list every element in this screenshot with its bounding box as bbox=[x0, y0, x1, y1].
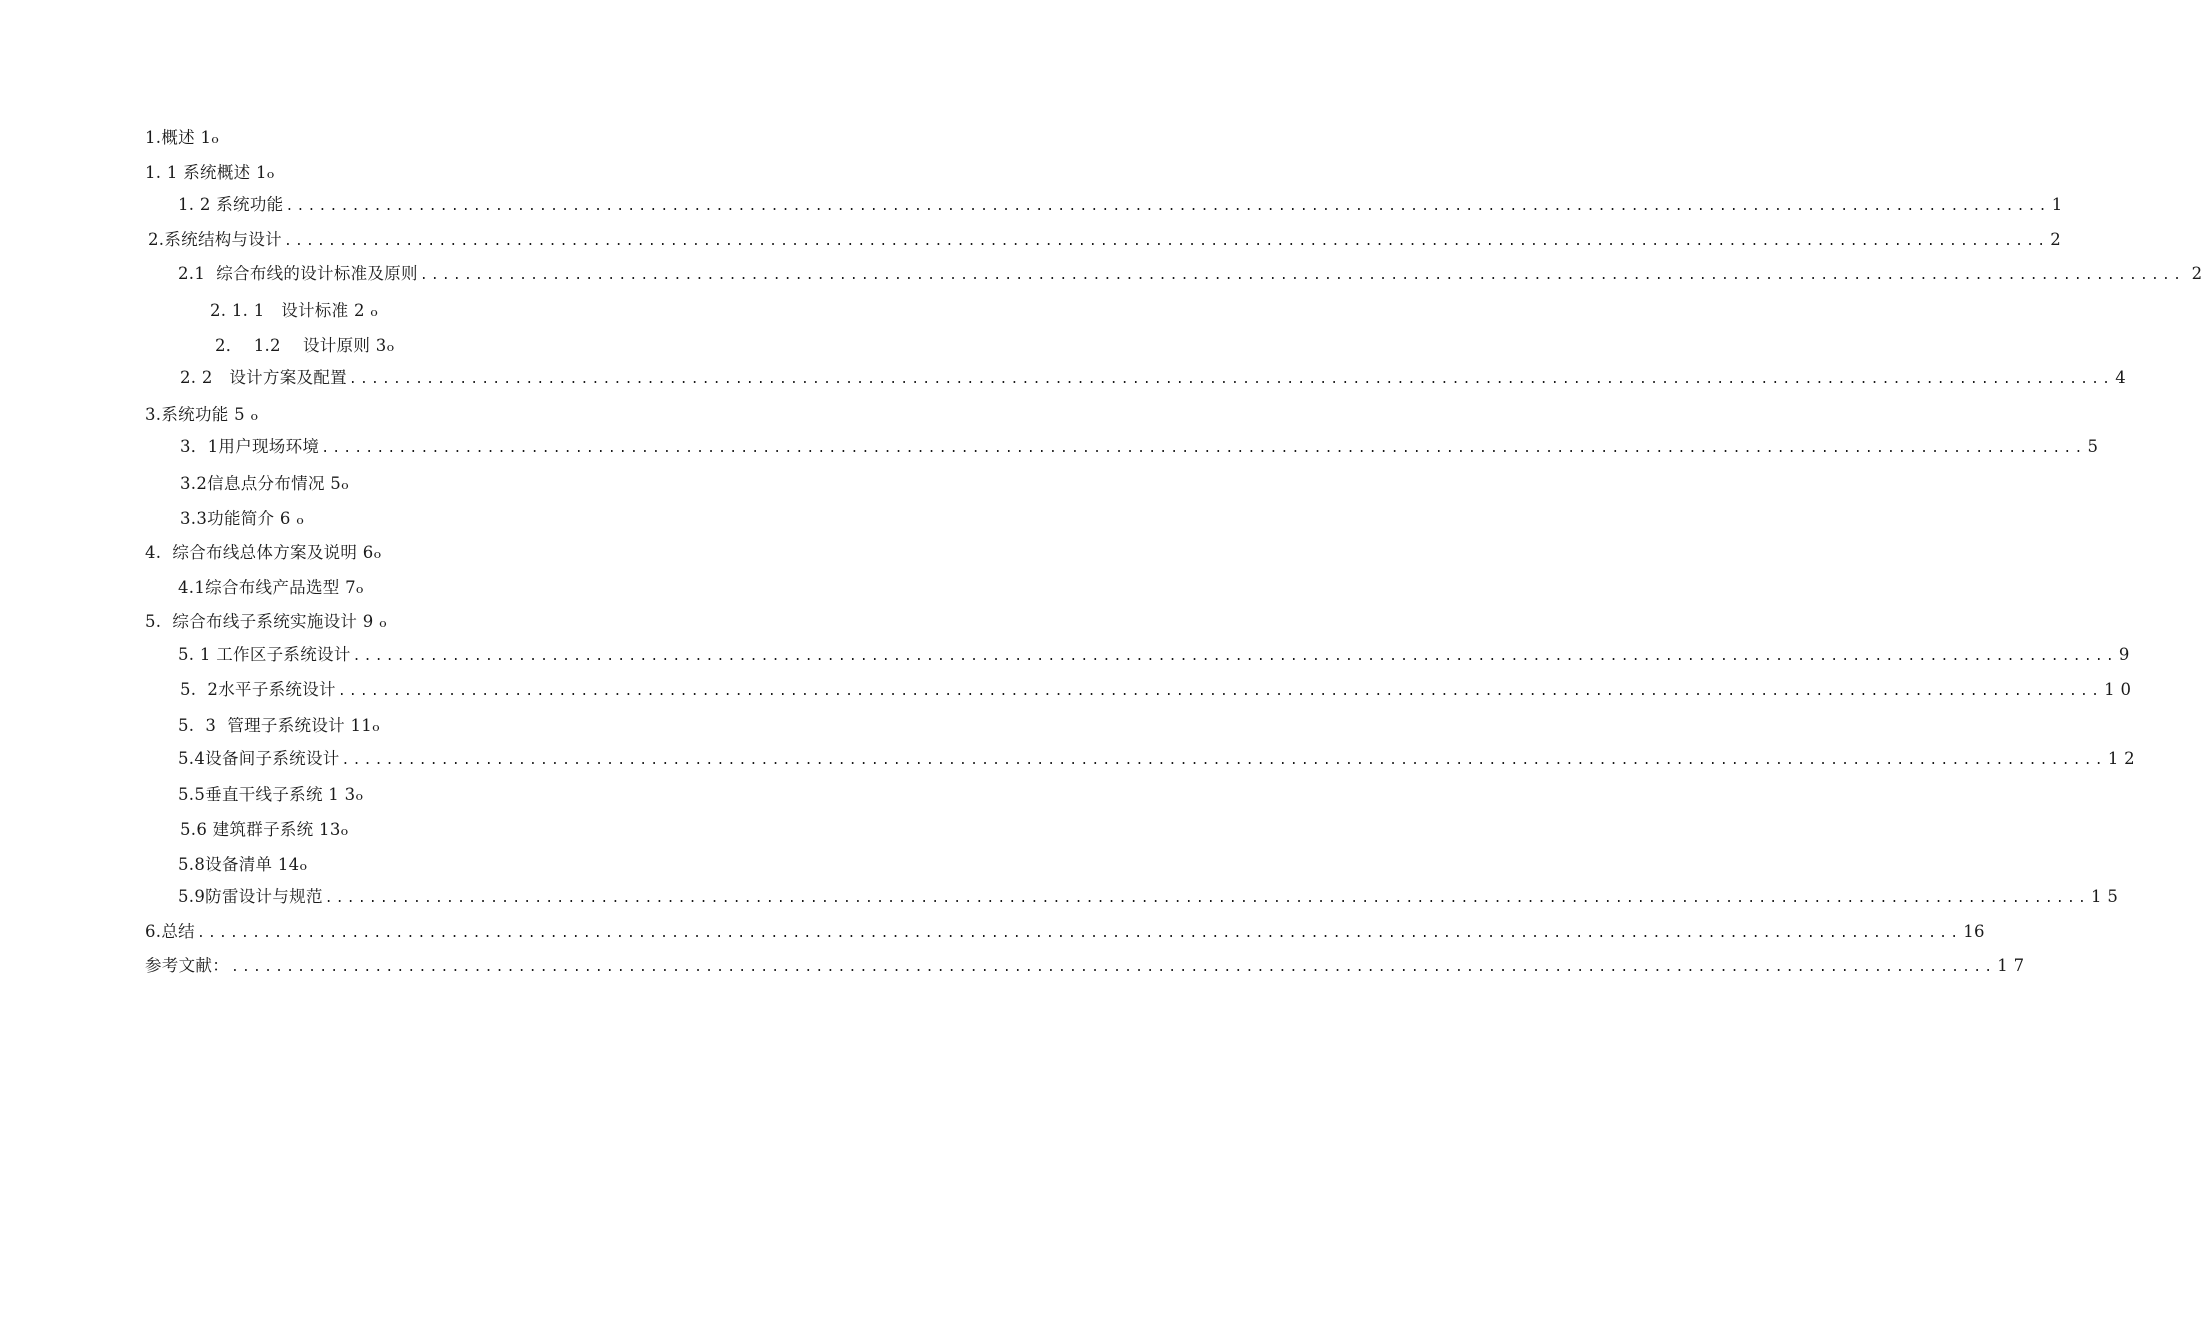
toc-entry-title: 参考文献： bbox=[145, 956, 229, 976]
toc-entry-title: 5.6 建筑群子系统 13 bbox=[180, 820, 341, 839]
paragraph-mark: ₒ bbox=[211, 124, 220, 148]
toc-entry[interactable] bbox=[145, 400, 258, 426]
toc-entry[interactable] bbox=[210, 296, 378, 322]
toc-page-number: 9 bbox=[2118, 645, 2130, 664]
toc-entry[interactable] bbox=[178, 746, 2135, 772]
paragraph-mark: ₒ bbox=[373, 539, 382, 564]
toc-entry-title: 5. 1 工作区子系统设计 bbox=[178, 645, 351, 664]
toc-entry-title: 5.9防雷设计与规范 bbox=[178, 887, 323, 907]
toc-entry-title: 5.4设备间子系统设计 bbox=[178, 748, 340, 768]
toc-page-number: 4 bbox=[2115, 368, 2126, 388]
paragraph-mark: ₒ bbox=[355, 781, 364, 806]
toc-entry[interactable] bbox=[145, 538, 382, 564]
toc-entry[interactable] bbox=[145, 123, 219, 149]
toc-entry-title: 3.3功能简介 6 bbox=[180, 508, 297, 528]
toc-entry[interactable] bbox=[178, 780, 363, 806]
toc-page-number: 2 bbox=[2186, 264, 2202, 284]
paragraph-mark: ₒ bbox=[379, 608, 388, 633]
dot-leader: ................................................................................................................................................................ bbox=[231, 960, 1996, 976]
toc-entry[interactable] bbox=[180, 365, 2126, 391]
toc-entry-title: 2.1 综合布线的设计标准及原则 bbox=[178, 264, 418, 284]
toc-entry[interactable] bbox=[180, 677, 2132, 703]
paragraph-mark: ₒ bbox=[266, 158, 275, 183]
toc-entry-title: 5.8设备清单 14 bbox=[178, 854, 300, 874]
toc-entry[interactable] bbox=[180, 504, 304, 530]
toc-entry-title: 2.系统结构与设计 bbox=[148, 229, 282, 249]
toc-page-number: 1 2 bbox=[2107, 748, 2135, 768]
toc-entry[interactable] bbox=[145, 953, 2025, 979]
toc-entry[interactable] bbox=[145, 158, 275, 184]
paragraph-mark: ₒ bbox=[341, 470, 350, 494]
toc-entry[interactable] bbox=[178, 573, 364, 599]
dot-leader: ................................................................................................................................................................ bbox=[352, 649, 2117, 664]
toc-entry[interactable] bbox=[178, 261, 2202, 287]
toc-page-number: 16 bbox=[1963, 921, 1985, 941]
toc-entry-title: 4.1综合布线产品选型 7 bbox=[178, 577, 356, 597]
dot-leader: ................................................................................................................................................................ bbox=[283, 233, 2049, 249]
toc-entry-title: 1.概述 1 bbox=[145, 128, 212, 147]
dot-leader: ................................................................................................................................................................ bbox=[419, 268, 2185, 284]
paragraph-mark: ₒ bbox=[386, 331, 395, 356]
paragraph-mark: ₒ bbox=[299, 850, 308, 875]
paragraph-mark: ₒ bbox=[370, 297, 379, 321]
toc-entry[interactable] bbox=[178, 850, 308, 876]
dot-leader: ................................................................................................................................................................ bbox=[348, 372, 2114, 388]
dot-leader: ................................................................................................................................................................ bbox=[337, 683, 2103, 699]
toc-entry-title: 6.总结 bbox=[145, 921, 195, 941]
toc-entry-title: 5. 3 管理子系统设计 11 bbox=[178, 716, 373, 736]
toc-entry[interactable] bbox=[178, 711, 380, 737]
toc-entry-title: 4. 综合布线总体方案及说明 6 bbox=[145, 543, 374, 563]
toc-entry-title: 1. 1 系统概述 1 bbox=[145, 162, 267, 182]
toc-page-number: 1 5 bbox=[2091, 887, 2119, 907]
toc-entry[interactable] bbox=[178, 884, 2119, 910]
toc-page-number: 1 0 bbox=[2104, 679, 2132, 699]
toc-page-number: 1 bbox=[2051, 195, 2063, 215]
toc-entry[interactable] bbox=[148, 227, 2062, 253]
paragraph-mark: ₒ bbox=[355, 573, 364, 598]
toc-entry-title: 5.5垂直干线子系统 1 3 bbox=[178, 785, 356, 805]
toc-entry[interactable] bbox=[180, 815, 349, 841]
paragraph-mark: ₒ bbox=[340, 816, 349, 840]
toc-entry-title: 2． 1.2 设计原则 3 bbox=[215, 335, 387, 355]
toc-entry-title: 5. 综合布线子系统实施设计 9 bbox=[145, 612, 380, 632]
toc-entry-title: 3.系统功能 5 bbox=[145, 404, 251, 424]
toc-entry[interactable] bbox=[180, 469, 349, 495]
paragraph-mark: ₒ bbox=[372, 712, 381, 737]
toc-entry[interactable] bbox=[178, 642, 2130, 668]
toc-entry[interactable] bbox=[180, 434, 2099, 460]
dot-leader: ................................................................................................................................................................ bbox=[321, 441, 2086, 457]
dot-leader: ................................................................................................................................................................ bbox=[324, 891, 2090, 907]
toc-entry-title: 2. 2 设计方案及配置 bbox=[180, 368, 347, 388]
paragraph-mark: ₒ bbox=[250, 400, 259, 425]
toc-entry-title: 1. 2 系统功能 bbox=[178, 195, 284, 215]
toc-entry[interactable] bbox=[178, 192, 2063, 218]
dot-leader: ................................................................................................................................................................ bbox=[196, 925, 1962, 941]
toc-entry[interactable] bbox=[145, 919, 1985, 945]
toc-entry-title: 3.2信息点分布情况 5 bbox=[180, 474, 342, 493]
toc-entry[interactable] bbox=[215, 331, 395, 357]
toc-entry-title: 2. 1. 1 设计标准 2 bbox=[210, 301, 371, 320]
dot-leader: ................................................................................................................................................................ bbox=[285, 199, 2050, 215]
toc-page-number: 2 bbox=[2050, 229, 2062, 249]
toc-entry[interactable] bbox=[145, 607, 387, 633]
toc-page-number: 1 7 bbox=[1997, 956, 2025, 976]
toc-entry-title: 3．1用户现场环境 bbox=[180, 437, 320, 457]
dot-leader: ................................................................................................................................................................ bbox=[341, 752, 2106, 768]
toc-page-number: 5 bbox=[2087, 437, 2099, 457]
paragraph-mark: ₒ bbox=[296, 504, 305, 529]
toc-entry-title: 5. 2水平子系统设计 bbox=[180, 679, 336, 699]
